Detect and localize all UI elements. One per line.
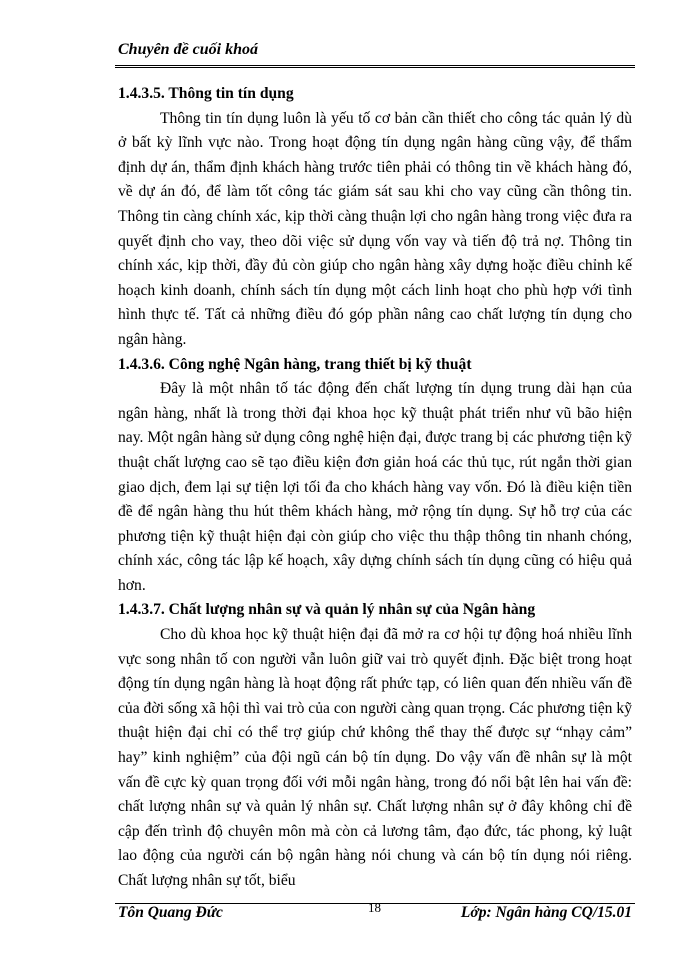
section-paragraph-1435: Thông tin tín dụng luôn là yếu tố cơ bản cần thiết cho công tác quản lý dù ở bất kỳ lĩnh vực nào. Trong hoạt động tín dụng ngân hàng cũng vậy, để thẩm định dự án, thẩm định khách hàng trước tiên phải có thông tin về khách hàng đó, về dự án đó, để làm tốt công tác giám sát sau khi cho vay cũng cần thông tin. Thông tin càng chính xác, kịp thời càng thuận lợi cho ngân hàng trong việc đưa ra quyết định cho vay, theo dõi việc sử dụng vốn vay và tiến độ trả nợ. Thông tin chính xác, kịp thời, đầy đủ còn giúp cho ngân hàng xây dựng hoặc điều chỉnh kế hoạch kinh doanh, chính sách tín dụng một cách linh hoạt cho phù hợp với tình hình thực tế. Tất cả những điều đó góp phần nâng cao chất lượng tín dụng cho ngân hàng. — [118, 109, 632, 348]
section-paragraph-1437: Cho dù khoa học kỹ thuật hiện đại đã mở ra cơ hội tự động hoá nhiều lĩnh vực song nhân tố con người vẫn luôn giữ vai trò quyết định. Đặc biệt trong hoạt động tín dụng ngân hàng là hoạt động rất phức tạp, có liên quan đến nhiều vấn đề của đời sống xã hội thì vai trò của con người càng quan trọng. Các phương tiện kỹ thuật hiện đại chỉ có thể trợ giúp chứ không thể thay thế được sự “nhạy cảm” hay” kinh nghiệm” của đội ngũ cán bộ tín dụng. Do vậy vấn đề nhân sự là một vấn đề cực kỳ quan trọng đối với mỗi ngân hàng, trong đó nổi bật lên hai vấn đề: chất lượng nhân sự và quản lý nhân sự. Chất lượng nhân sự ở đây không chỉ đề cập đến trình độ chuyên môn mà còn cả lương tâm, đạo đức, tác phong, kỷ luật lao động của người cán bộ ngân hàng nói chung và cán bộ tín dụng nói riêng. Chất lượng nhân sự tốt, biểu — [118, 626, 632, 889]
page-header-title: Chuyên đề cuối khoá — [118, 41, 259, 58]
footer-class-label: Lớp: Ngân hàng CQ/15.01 — [460, 904, 632, 921]
section-heading-1437: 1.4.3.7. Chất lượng nhân sự và quản lý nhân sự của Ngân hàng — [118, 601, 536, 619]
header-divider — [115, 65, 635, 68]
page-number: 18 — [368, 900, 381, 915]
section-paragraph-1436: Đây là một nhân tố tác động đến chất lượng tín dụng trung dài hạn của ngân hàng, nhất là trong thời đại khoa học kỹ thuật phát triển như vũ bão hiện nay. Một ngân hàng sử dụng công nghệ hiện đại, được trang bị các phương tiện kỹ thuật chất lượng cao sẽ tạo điều kiện đơn giản hoá các thủ tục, rút ngắn thời gian giao dịch, đem lại sự tiện lợi tối đa cho khách hàng vay vốn. Đó là điều kiện tiền đề để ngân hàng thu hút thêm khách hàng, mở rộng tín dụng. Sự hỗ trợ của các phương tiện kỹ thuật hiện đại còn giúp cho việc thu thập thông tin nhanh chóng, chính xác, công tác lập kế hoạch, xây dựng chính sách tín dụng cũng có hiệu quả hơn. — [118, 380, 632, 594]
document-body — [118, 82, 632, 894]
section-heading-1436: 1.4.3.6. Công nghệ Ngân hàng, trang thiết bị kỹ thuật — [118, 355, 472, 373]
footer-author: Tôn Quang Đức — [118, 904, 223, 921]
section-heading-1435: 1.4.3.5. Thông tin tín dụng — [118, 85, 294, 102]
